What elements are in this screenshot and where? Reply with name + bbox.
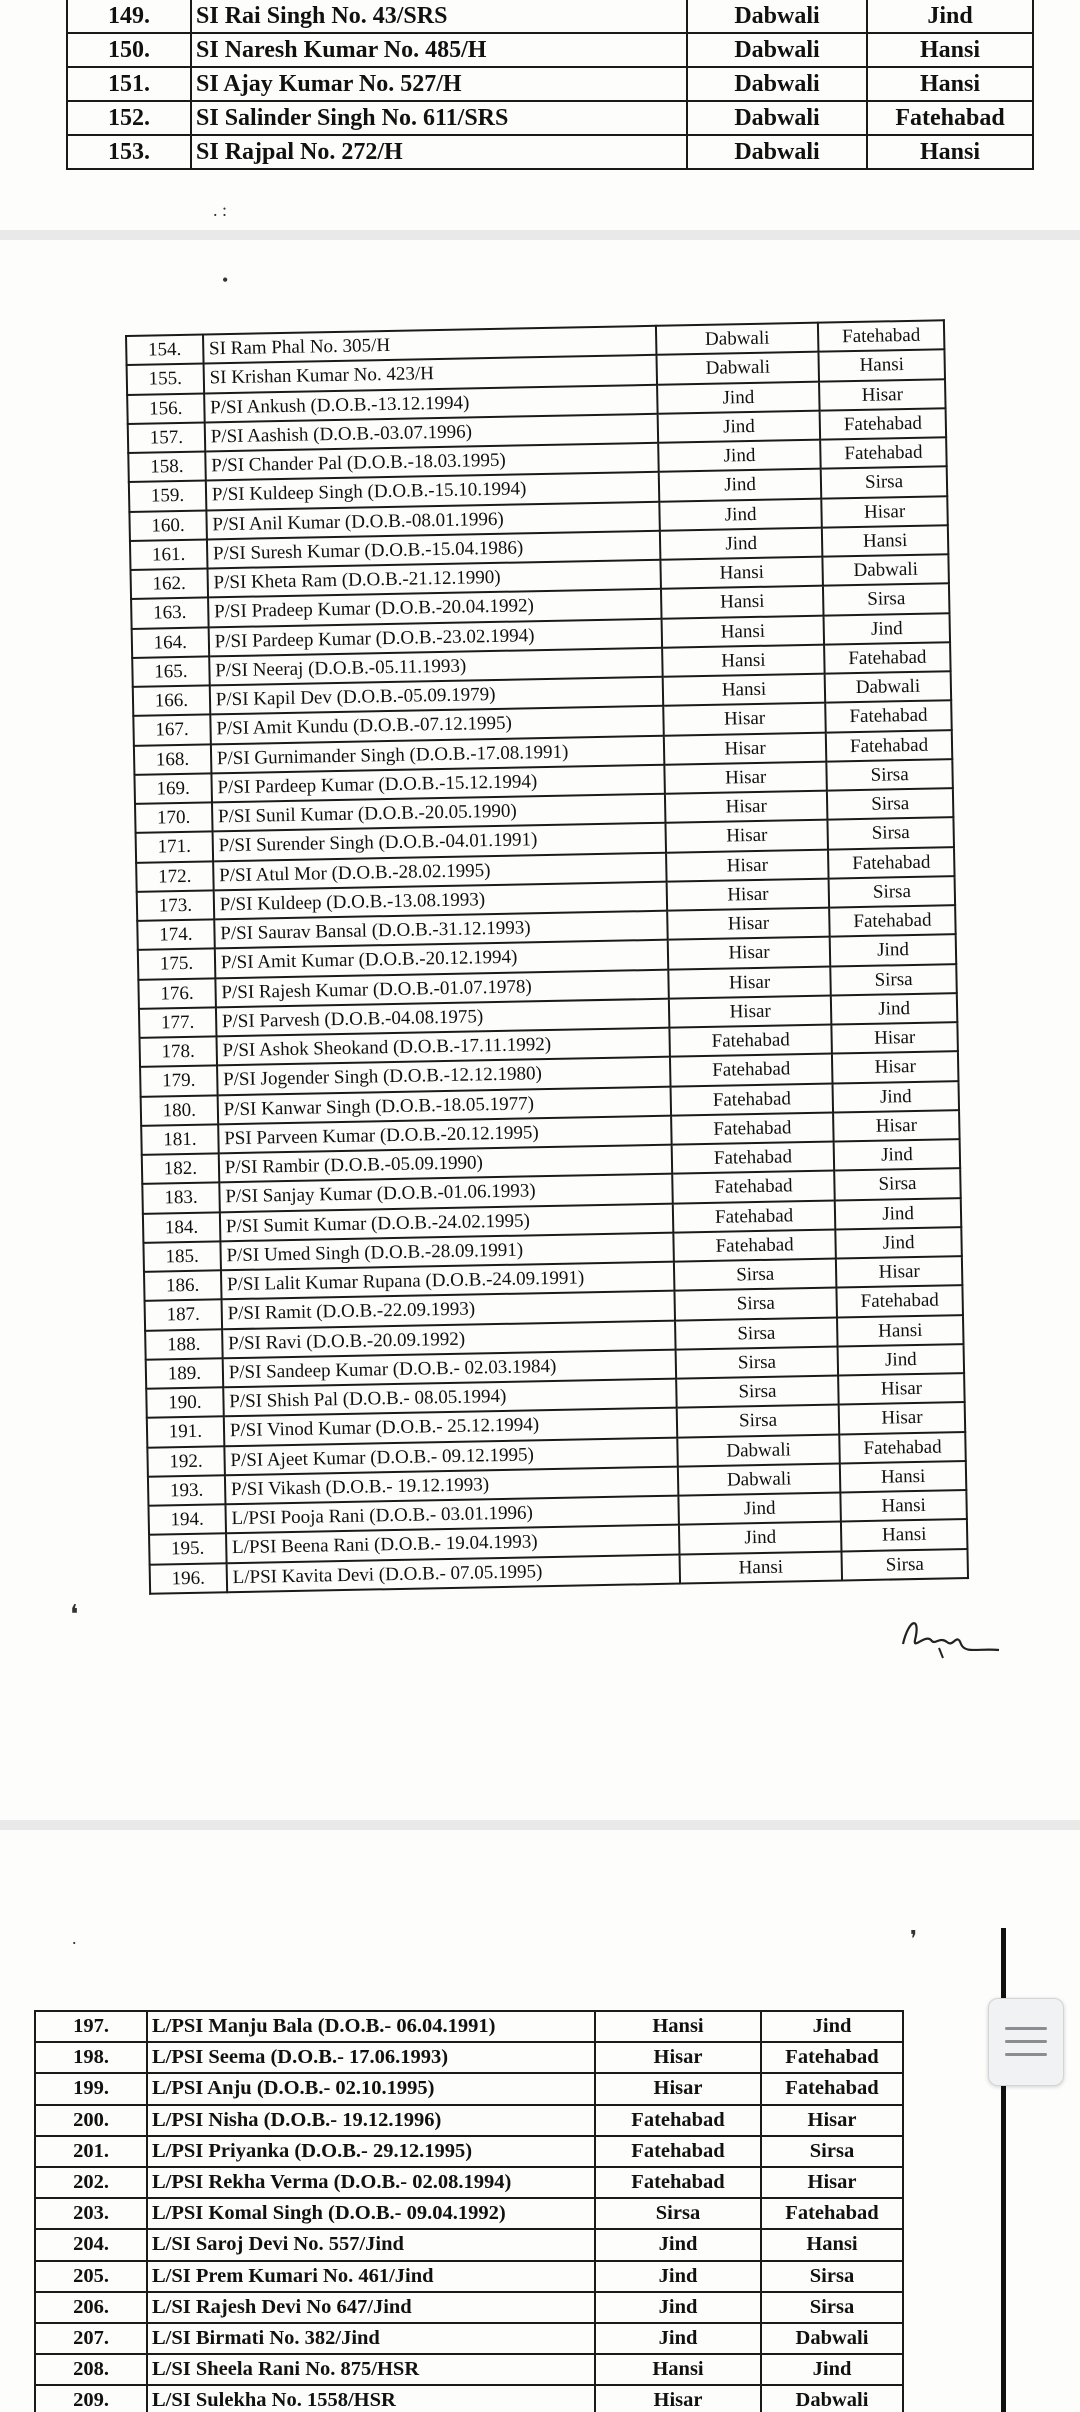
transferred-to: Fatehabad (839, 1432, 965, 1464)
serial-number: 161. (130, 539, 207, 570)
officer-name: P/SI Ajeet Kumar (D.O.B.- 09.12.1995) (224, 1437, 678, 1475)
transferred-to: Hansi (837, 1315, 963, 1347)
officer-name: P/SI Shish Pal (D.O.B.- 08.05.1994) (223, 1379, 677, 1417)
current-posting: Hisar (664, 761, 827, 793)
document-page-1 (0, 0, 1080, 230)
transferred-to: Hisar (838, 1373, 964, 1405)
serial-number: 203. (35, 2198, 147, 2229)
officer-name: L/PSI Rekha Verma (D.O.B.- 02.08.1994) (147, 2167, 595, 2198)
officer-name: L/PSI Anju (D.O.B.- 02.10.1995) (147, 2073, 595, 2104)
table-body (35, 2011, 903, 2412)
transfer-table-page-3 (34, 2010, 904, 2412)
officer-name: P/SI Sunil Kumar (D.O.B.-20.05.1990) (212, 794, 666, 832)
serial-number: 172. (136, 861, 213, 892)
transferred-to: Fatehabad (825, 700, 951, 732)
transferred-to: Jind (761, 2354, 903, 2385)
scan-speck: ❜ (910, 1926, 918, 1951)
transferred-to: Hisar (833, 1110, 959, 1142)
serial-number: 154. (126, 335, 203, 366)
serial-number: 196. (150, 1563, 227, 1594)
officer-name: P/SI Chander Pal (D.O.B.-18.03.1995) (205, 443, 659, 481)
current-posting: Fatehabad (669, 1025, 832, 1057)
current-posting: Sirsa (677, 1405, 840, 1437)
current-posting: Fatehabad (672, 1142, 835, 1174)
officer-name: P/SI Jogender Singh (D.O.B.-12.12.1980) (217, 1057, 671, 1095)
transferred-to: Hisar (832, 1051, 958, 1083)
serial-number: 150. (67, 33, 191, 67)
table-row (35, 2292, 903, 2323)
table-row (67, 33, 1033, 67)
transferred-to: Jind (835, 1227, 961, 1259)
serial-number: 195. (149, 1534, 226, 1565)
current-posting: Jind (595, 2261, 761, 2292)
current-posting: Jind (659, 498, 822, 530)
current-posting: Sirsa (676, 1346, 839, 1378)
current-posting: Hansi (680, 1551, 843, 1583)
table-row (35, 2105, 903, 2136)
serial-number: 193. (148, 1475, 225, 1506)
officer-name: P/SI Ramit (D.O.B.-22.09.1993) (221, 1291, 675, 1329)
serial-number: 180. (141, 1095, 218, 1126)
serial-number: 175. (138, 949, 215, 980)
officer-name: L/PSI Beena Rani (D.O.B.- 19.04.1993) (226, 1525, 680, 1563)
serial-number: 209. (35, 2385, 147, 2412)
officer-name: P/SI Vikash (D.O.B.- 19.12.1993) (225, 1466, 679, 1504)
officer-name: P/SI Pardeep Kumar (D.O.B.-23.02.1994) (208, 618, 662, 656)
transferred-to: Jind (833, 1081, 959, 1113)
transferred-to: Sirsa (842, 1549, 968, 1581)
current-posting: Fatehabad (595, 2136, 761, 2167)
current-posting: Dabwali (687, 101, 867, 135)
transferred-to: Hisar (761, 2105, 903, 2136)
serial-number: 186. (144, 1270, 221, 1301)
transferred-to: Dabwali (761, 2385, 903, 2412)
current-posting: Fatehabad (673, 1229, 836, 1261)
transferred-to: Hisar (836, 1256, 962, 1288)
officer-name: P/SI Amit Kumar (D.O.B.-20.12.1994) (215, 940, 669, 978)
table-row (67, 67, 1033, 101)
transferred-to: Sirsa (761, 2292, 903, 2323)
serial-number: 199. (35, 2073, 147, 2104)
current-posting: Hansi (660, 557, 823, 589)
transfer-table-page-2 (125, 319, 969, 1594)
transferred-to: Fatehabad (761, 2073, 903, 2104)
officer-name: P/SI Umed Singh (D.O.B.-28.09.1991) (220, 1232, 674, 1270)
officer-name: L/PSI Manju Bala (D.O.B.- 06.04.1991) (147, 2011, 595, 2042)
table-row (35, 2011, 903, 2042)
officer-name: L/PSI Pooja Rani (D.O.B.- 03.01.1996) (225, 1496, 679, 1534)
transferred-to: Jind (834, 1139, 960, 1171)
current-posting: Hansi (595, 2011, 761, 2042)
transferred-to: Fatehabad (824, 642, 950, 674)
document-page-3 (0, 1830, 1080, 2412)
officer-name: L/SI Prem Kumari No. 461/Jind (147, 2261, 595, 2292)
serial-number: 183. (142, 1183, 219, 1214)
officer-name: L/PSI Nisha (D.O.B.- 19.12.1996) (147, 2105, 595, 2136)
table-body (126, 320, 968, 1593)
serial-number: 202. (35, 2167, 147, 2198)
officer-name: L/SI Rajesh Devi No 647/Jind (147, 2292, 595, 2323)
serial-number: 167. (133, 715, 210, 746)
transferred-to: Fatehabad (820, 408, 946, 440)
current-posting: Sirsa (676, 1375, 839, 1407)
transferred-to: Fatehabad (818, 320, 944, 352)
current-posting: Hisar (669, 995, 832, 1027)
table-row (35, 2323, 903, 2354)
current-posting: Jind (660, 527, 823, 559)
current-posting: Fatehabad (670, 1054, 833, 1086)
current-posting: Sirsa (674, 1288, 837, 1320)
officer-name: P/SI Parvesh (D.O.B.-04.08.1975) (216, 998, 670, 1036)
officer-name: P/SI Pradeep Kumar (D.O.B.-20.04.1992) (208, 589, 662, 627)
serial-number: 208. (35, 2354, 147, 2385)
serial-number: 182. (142, 1153, 219, 1184)
scan-speck: . (72, 1928, 77, 1948)
serial-number: 190. (146, 1387, 223, 1418)
officer-name: L/SI Sheela Rani No. 875/HSR (147, 2354, 595, 2385)
current-posting: Fatehabad (671, 1083, 834, 1115)
transferred-to: Sirsa (827, 788, 953, 820)
serial-number: 189. (146, 1358, 223, 1389)
current-posting: Fatehabad (673, 1200, 836, 1232)
serial-number: 197. (35, 2011, 147, 2042)
officer-name: P/SI Anil Kumar (D.O.B.-08.01.1996) (206, 501, 660, 539)
current-posting: Sirsa (675, 1317, 838, 1349)
transferred-to: Fatehabad (761, 2198, 903, 2229)
table-row (35, 2385, 903, 2412)
current-posting: Hisar (667, 878, 830, 910)
serial-number: 201. (35, 2136, 147, 2167)
transferred-to: Dabwali (825, 671, 951, 703)
officer-name: SI Naresh Kumar No. 485/H (191, 33, 687, 67)
current-posting: Dabwali (677, 1434, 840, 1466)
officer-name: SI Ajay Kumar No. 527/H (191, 67, 687, 101)
serial-number: 173. (137, 890, 214, 921)
officer-name: SI Rajpal No. 272/H (191, 135, 687, 169)
officer-name: P/SI Sanjay Kumar (D.O.B.-01.06.1993) (219, 1174, 673, 1212)
current-posting: Hisar (663, 703, 826, 735)
serial-number: 164. (132, 627, 209, 658)
current-posting: Dabwali (687, 67, 867, 101)
current-posting: Hisar (666, 849, 829, 881)
serial-number: 177. (139, 1007, 216, 1038)
transferred-to: Jind (867, 0, 1033, 33)
officer-name: P/SI Rajesh Kumar (D.O.B.-01.07.1978) (215, 969, 669, 1007)
officer-name: L/PSI Seema (D.O.B.- 17.06.1993) (147, 2042, 595, 2073)
officer-name: P/SI Neeraj (D.O.B.-05.11.1993) (209, 647, 663, 685)
serial-number: 169. (134, 773, 211, 804)
officer-name: P/SI Ankush (D.O.B.-13.12.1994) (204, 384, 658, 422)
current-posting: Hisar (595, 2385, 761, 2412)
transferred-to: Jind (761, 2011, 903, 2042)
scan-speck: • (222, 270, 229, 290)
transferred-to: Sirsa (823, 583, 949, 615)
officer-name: L/SI Birmati No. 382/Jind (147, 2323, 595, 2354)
transferred-to: Fatehabad (867, 101, 1033, 135)
serial-number: 158. (128, 451, 205, 482)
transferred-to: Sirsa (830, 964, 956, 996)
officer-name: P/SI Aashish (D.O.B.-03.07.1996) (204, 414, 658, 452)
serial-number: 187. (145, 1300, 222, 1331)
transferred-to: Fatehabad (826, 730, 952, 762)
transferred-to: Hisar (821, 496, 947, 528)
serial-number: 170. (135, 802, 212, 833)
transferred-to: Hansi (822, 525, 948, 557)
serial-number: 165. (132, 656, 209, 687)
current-posting: Jind (595, 2292, 761, 2323)
current-posting: Sirsa (595, 2198, 761, 2229)
scroll-handle[interactable] (988, 1998, 1064, 2086)
transferred-to: Fatehabad (761, 2042, 903, 2073)
current-posting: Jind (678, 1492, 841, 1524)
transferred-to: Sirsa (834, 1168, 960, 1200)
transferred-to: Jind (835, 1198, 961, 1230)
officer-name: P/SI Kanwar Singh (D.O.B.-18.05.1977) (217, 1086, 671, 1124)
officer-name: P/SI Amit Kundu (D.O.B.-07.12.1995) (210, 706, 664, 744)
officer-name: PSI Parveen Kumar (D.O.B.-20.12.1995) (218, 1115, 672, 1153)
current-posting: Hisar (664, 732, 827, 764)
transferred-to: Hisar (831, 1022, 957, 1054)
table-row (35, 2073, 903, 2104)
transferred-to: Dabwali (823, 554, 949, 586)
transferred-to: Fatehabad (828, 847, 954, 879)
current-posting: Fatehabad (595, 2105, 761, 2136)
table-row (35, 2042, 903, 2073)
transfer-table-page-1 (66, 0, 1034, 170)
transferred-to: Sirsa (829, 876, 955, 908)
transferred-to: Sirsa (828, 817, 954, 849)
officer-name: L/PSI Priyanka (D.O.B.- 29.12.1995) (147, 2136, 595, 2167)
serial-number: 198. (35, 2042, 147, 2073)
transferred-to: Hansi (841, 1519, 967, 1551)
serial-number: 157. (128, 422, 205, 453)
transferred-to: Hansi (840, 1461, 966, 1493)
current-posting: Fatehabad (671, 1112, 834, 1144)
table-row (67, 135, 1033, 169)
current-posting: Dabwali (656, 323, 819, 355)
officer-name: P/SI Rambir (D.O.B.-05.09.1990) (219, 1145, 673, 1183)
serial-number: 153. (67, 135, 191, 169)
officer-name: P/SI Ashok Sheokand (D.O.B.-17.11.1992) (216, 1028, 670, 1066)
current-posting: Jind (657, 381, 820, 413)
officer-name: P/SI Sumit Kumar (D.O.B.-24.02.1995) (220, 1203, 674, 1241)
transferred-to: Fatehabad (837, 1285, 963, 1317)
officer-name: P/SI Gurnimander Singh (D.O.B.-17.08.1991) (211, 735, 665, 773)
transferred-to: Hansi (819, 350, 945, 382)
current-posting: Jind (595, 2229, 761, 2260)
current-posting: Hansi (662, 644, 825, 676)
table-row (35, 2136, 903, 2167)
transferred-to: Hisar (761, 2167, 903, 2198)
document-page-2 (0, 240, 1080, 1820)
officer-name: P/SI Kapil Dev (D.O.B.-05.09.1979) (210, 677, 664, 715)
officer-name: P/SI Sandeep Kumar (D.O.B.- 02.03.1984) (222, 1349, 676, 1387)
transferred-to: Hansi (867, 67, 1033, 101)
current-posting: Fatehabad (672, 1171, 835, 1203)
table-row (35, 2167, 903, 2198)
current-posting: Jind (658, 440, 821, 472)
officer-name: SI Salinder Singh No. 611/SRS (191, 101, 687, 135)
transferred-to: Sirsa (761, 2261, 903, 2292)
serial-number: 181. (141, 1124, 218, 1155)
officer-name: L/PSI Kavita Devi (D.O.B.- 07.05.1995) (226, 1554, 680, 1592)
transferred-to: Hansi (867, 33, 1033, 67)
serial-number: 204. (35, 2229, 147, 2260)
transferred-to: Jind (831, 993, 957, 1025)
current-posting: Hansi (661, 586, 824, 618)
transferred-to: Fatehabad (829, 905, 955, 937)
serial-number: 178. (139, 1036, 216, 1067)
officer-name: P/SI Ravi (D.O.B.-20.09.1992) (222, 1320, 676, 1358)
current-posting: Hisar (595, 2073, 761, 2104)
serial-number: 184. (143, 1212, 220, 1243)
current-posting: Hansi (662, 615, 825, 647)
serial-number: 188. (145, 1329, 222, 1360)
table-row (35, 2354, 903, 2385)
table-body (67, 0, 1033, 169)
serial-number: 168. (134, 744, 211, 775)
serial-number: 151. (67, 67, 191, 101)
table-row (67, 0, 1033, 33)
officer-name: P/SI Vinod Kumar (D.O.B.- 25.12.1994) (224, 1408, 678, 1446)
transferred-to: Dabwali (761, 2323, 903, 2354)
serial-number: 191. (147, 1417, 224, 1448)
serial-number: 159. (129, 481, 206, 512)
officer-name: P/SI Lalit Kumar Rupana (D.O.B.-24.09.1991) (221, 1262, 675, 1300)
current-posting: Jind (595, 2323, 761, 2354)
officer-name: SI Krishan Kumar No. 423/H (203, 355, 657, 393)
current-posting: Hansi (595, 2354, 761, 2385)
current-posting: Hisar (665, 791, 828, 823)
transferred-to: Jind (824, 613, 950, 645)
officer-name: L/PSI Komal Singh (D.O.B.- 09.04.1992) (147, 2198, 595, 2229)
serial-number: 200. (35, 2105, 147, 2136)
officer-name: P/SI Suresh Kumar (D.O.B.-15.04.1986) (207, 531, 661, 569)
serial-number: 194. (148, 1504, 225, 1535)
officer-name: SI Rai Singh No. 43/SRS (191, 0, 687, 33)
signature-mark (895, 1610, 1005, 1670)
officer-name: L/SI Sulekha No. 1558/HSR (147, 2385, 595, 2412)
table-row (35, 2261, 903, 2292)
current-posting: Sirsa (674, 1259, 837, 1291)
transferred-to: Sirsa (821, 467, 947, 499)
current-posting: Dabwali (687, 135, 867, 169)
officer-name: P/SI Atul Mor (D.O.B.-28.02.1995) (213, 852, 667, 890)
serial-number: 185. (143, 1241, 220, 1272)
scan-speck: ❛ (70, 1600, 79, 1629)
officer-name: P/SI Saurav Bansal (D.O.B.-31.12.1993) (214, 911, 668, 949)
serial-number: 149. (67, 0, 191, 33)
officer-name: P/SI Surender Singh (D.O.B.-04.01.1991) (212, 823, 666, 861)
serial-number: 176. (138, 978, 215, 1009)
transferred-to: Hansi (867, 135, 1033, 169)
current-posting: Dabwali (657, 352, 820, 384)
transferred-to: Sirsa (826, 759, 952, 791)
serial-number: 166. (133, 685, 210, 716)
current-posting: Jind (659, 469, 822, 501)
current-posting: Hansi (663, 674, 826, 706)
current-posting: Dabwali (687, 0, 867, 33)
officer-name: L/SI Saroj Devi No. 557/Jind (147, 2229, 595, 2260)
scan-speck: . : (213, 200, 228, 220)
transferred-to: Hisar (819, 379, 945, 411)
serial-number: 152. (67, 101, 191, 135)
officer-name: P/SI Kuldeep (D.O.B.-13.08.1993) (213, 881, 667, 919)
current-posting: Fatehabad (595, 2167, 761, 2198)
serial-number: 160. (129, 510, 206, 541)
serial-number: 205. (35, 2261, 147, 2292)
transferred-to: Jind (838, 1344, 964, 1376)
serial-number: 206. (35, 2292, 147, 2323)
officer-name: P/SI Kheta Ram (D.O.B.-21.12.1990) (207, 560, 661, 598)
current-posting: Dabwali (678, 1463, 841, 1495)
serial-number: 162. (131, 568, 208, 599)
serial-number: 156. (127, 393, 204, 424)
serial-number: 207. (35, 2323, 147, 2354)
serial-number: 179. (140, 1066, 217, 1097)
serial-number: 155. (127, 364, 204, 395)
current-posting: Hisar (668, 937, 831, 969)
transferred-to: Jind (830, 934, 956, 966)
current-posting: Jind (658, 410, 821, 442)
officer-name: SI Ram Phal No. 305/H (203, 326, 657, 364)
table-row (35, 2198, 903, 2229)
officer-name: P/SI Pardeep Kumar (D.O.B.-15.12.1994) (211, 764, 665, 802)
officer-name: P/SI Kuldeep Singh (D.O.B.-15.10.1994) (206, 472, 660, 510)
serial-number: 163. (131, 598, 208, 629)
current-posting: Hisar (595, 2042, 761, 2073)
table-row (67, 101, 1033, 135)
current-posting: Jind (679, 1522, 842, 1554)
transferred-to: Hansi (761, 2229, 903, 2260)
serial-number: 171. (136, 832, 213, 863)
current-posting: Hisar (665, 820, 828, 852)
current-posting: Hisar (668, 966, 831, 998)
serial-number: 192. (147, 1446, 224, 1477)
serial-number: 174. (137, 919, 214, 950)
transferred-to: Hansi (840, 1490, 966, 1522)
table-row (35, 2229, 903, 2260)
transferred-to: Fatehabad (820, 437, 946, 469)
transferred-to: Hisar (839, 1402, 965, 1434)
current-posting: Hisar (667, 908, 830, 940)
transferred-to: Sirsa (761, 2136, 903, 2167)
current-posting: Dabwali (687, 33, 867, 67)
